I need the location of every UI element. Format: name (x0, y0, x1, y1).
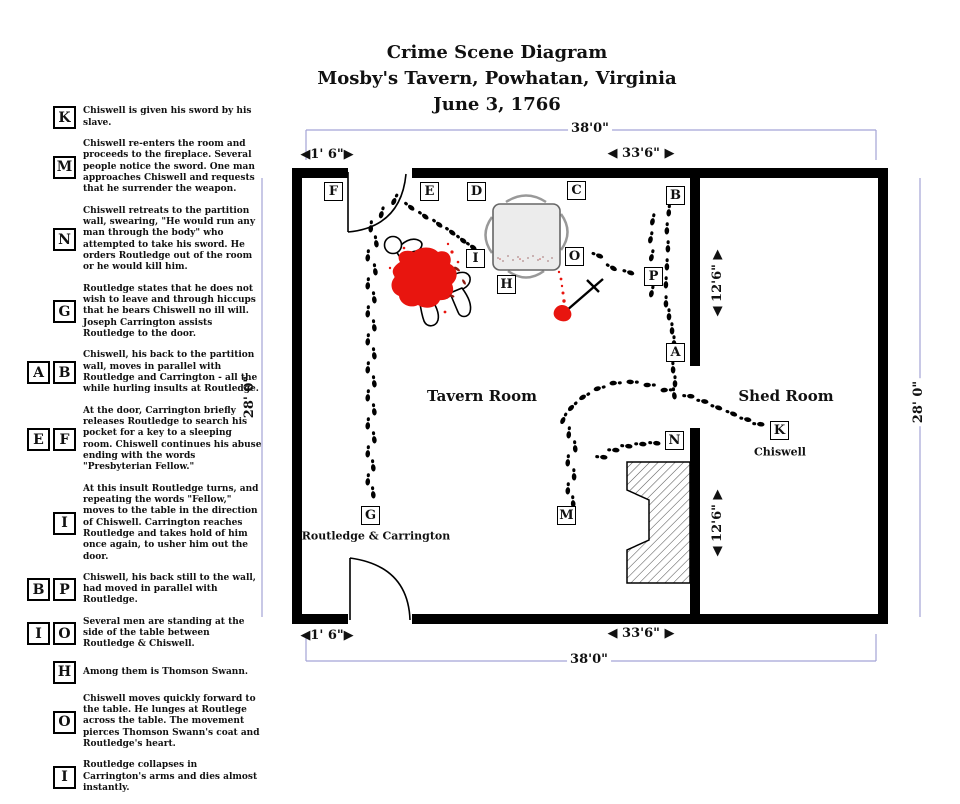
legend-marker-boxes (26, 156, 76, 179)
legend-entry-text: At this insult Routledge turns, and repeating the words "Fellow," moves to the table in the direction of Chiswell. Carrington reaches Routledge and takes hold of him once again, to usher him out the door. (83, 483, 259, 562)
partition-wall-upper (690, 178, 700, 366)
legend-marker-box-B: B (27, 578, 50, 601)
footprint-icon (559, 412, 568, 425)
footprint-icon (664, 222, 669, 235)
footprint-icon (567, 400, 579, 412)
legend-marker-boxes (26, 622, 76, 645)
diagram-marker-I: I (466, 249, 485, 268)
legend-marker-box-K: K (53, 106, 76, 129)
footprint-icon (572, 440, 578, 453)
dimension-bottom-width: 38'0" (567, 653, 611, 667)
diagram-marker-G: G (361, 506, 380, 525)
legend-entry-text: Chiswell, his back still to the wall, had moved in parallel with Routledge. (83, 572, 256, 606)
legend-row-G (26, 284, 262, 341)
chair-left (486, 217, 493, 253)
footprint-icon (682, 393, 695, 399)
legend-marker-box-M: M (53, 156, 76, 179)
legend-marker-box-A: A (27, 361, 50, 384)
footprint-icon (370, 459, 376, 472)
footprint-icon (670, 322, 675, 334)
bottom-door (350, 558, 410, 620)
footprint-icon (365, 445, 371, 458)
sword-blade (566, 279, 603, 311)
footprint-icon (648, 249, 655, 262)
legend-row-H (26, 661, 262, 684)
footprint-icon (634, 441, 646, 446)
footprint-icon (660, 387, 672, 392)
legend-marker-box-F: F (53, 428, 76, 451)
body-head (385, 237, 402, 254)
footprint-icon (455, 234, 468, 245)
diagram-caption: Routledge & Carrington (301, 529, 451, 543)
legend-marker-boxes (26, 106, 76, 129)
footprint-icon (378, 206, 386, 219)
dimension-bottom-offset: ◀1' 6"▶ (300, 627, 354, 643)
diagram-marker-B: B (666, 186, 685, 205)
legend-marker-box-I: I (27, 622, 50, 645)
footprint-icon (591, 251, 604, 260)
title-line-1: Crime Scene Diagram (386, 42, 608, 63)
footprint-icon (565, 482, 570, 495)
legend-marker-boxes (26, 578, 76, 601)
event-legend (26, 106, 262, 804)
legend-entry-text: Chiswell moves quickly forward to the table. He lunges at Routlege across the table. The movement pierces Thomson Swann's coat and Routledge's heart. (83, 693, 260, 750)
footprint-icon (607, 447, 619, 452)
footprint-icon (710, 403, 723, 411)
footprint-icon (565, 454, 571, 467)
legend-row-BP (26, 573, 262, 607)
legend-entry-text: Chiswell re-enters the room and proceeds to the fireplace. Several people notice the sword. One man approaches Chiswell and requests that he surrender the weapon. (83, 139, 255, 195)
legend-row-K (26, 106, 262, 129)
legend-marker-box-I: I (53, 766, 76, 789)
legend-entry-text: Chiswell retreats to the partition wall, swearing, "He would run any man through the body" who attempted to take his sword. He orders Routledge out of the room or he would kill him. (83, 205, 256, 273)
diagram-marker-C: C (567, 181, 586, 200)
diagram-title (317, 40, 676, 118)
legend-marker-box-P: P (53, 578, 76, 601)
diagram-marker-K: K (770, 421, 789, 440)
dimension-shed-upper: ◀ 12'6" ▶ (709, 249, 725, 317)
sword (554, 271, 603, 322)
legend-row-N (26, 206, 262, 274)
footprint-icon (665, 240, 670, 252)
legend-marker-boxes (26, 228, 76, 251)
diagram-caption: Chiswell (754, 445, 806, 459)
footprint-icon (670, 361, 675, 373)
dimension-top-width: 38'0" (568, 122, 612, 136)
legend-marker-box-G: G (53, 300, 76, 323)
title-line-3: June 3, 1766 (433, 94, 561, 115)
top-door (348, 172, 406, 232)
legend-entry-text: Chiswell, his back to the partition wall, moves in parallel with Routledge and Carrington - all the while hurling insults at Routledge. (83, 350, 259, 395)
blood-drip-trail (558, 271, 566, 303)
footprint-icon (648, 440, 661, 446)
footprint-icon (578, 391, 591, 401)
footprint-icon (664, 258, 669, 270)
footprint-icon (725, 409, 738, 418)
footprint-icon (365, 305, 371, 318)
legend-row-I (26, 484, 262, 563)
footprint-icon (371, 431, 377, 444)
dimension-right-height: 28' 0" (912, 378, 926, 426)
dimension-top-span: ◀ 33'6" ▶ (607, 145, 675, 161)
doors (348, 172, 410, 620)
legend-marker-boxes (26, 361, 76, 384)
footprint-icon (365, 361, 371, 374)
footprint-icon (667, 308, 672, 320)
table (493, 204, 560, 270)
partition-wall-lower (690, 428, 700, 614)
body-leg-lower (450, 288, 471, 317)
legend-marker-box-O: O (53, 622, 76, 645)
footprint-icon (648, 285, 655, 298)
legend-marker-boxes (26, 512, 76, 535)
dimension-top-offset: ◀1' 6"▶ (300, 146, 354, 162)
diagram-marker-H: H (497, 275, 516, 294)
legend-row-M (26, 139, 262, 196)
legend-marker-boxes (26, 711, 76, 734)
legend-entry-text: Chiswell is given his sword by his slave. (83, 106, 252, 128)
legend-entry-text: Routledge collapses in Carrington's arms and dies almost instantly. (83, 760, 258, 794)
legend-row-AB (26, 350, 262, 395)
footprint-icon (605, 262, 618, 272)
diagram-marker-O: O (565, 247, 584, 266)
legend-marker-box-I: I (53, 512, 76, 535)
legend-entry-text: Among them is Thomson Swann. (83, 666, 248, 677)
footprint-icon (609, 380, 621, 385)
footprint-icon (664, 295, 669, 307)
diagram-marker-P: P (644, 267, 663, 286)
diagram-marker-E: E (420, 182, 439, 201)
footprint-icon (571, 468, 576, 480)
legend-row-EF (26, 406, 262, 474)
footprint-icon (371, 291, 377, 304)
diagram-marker-F: F (324, 182, 343, 201)
footprint-icon (647, 231, 654, 244)
legend-marker-boxes (26, 428, 76, 451)
footprint-icon (444, 226, 457, 237)
footprint-icon (365, 333, 371, 346)
dimension-left-height: 28' 0" (241, 375, 257, 419)
footprint-icon (431, 218, 444, 229)
legend-row-I (26, 760, 262, 794)
dimension-bottom-span: ◀ 33'6" ▶ (607, 625, 675, 641)
footprint-icon (626, 379, 638, 384)
diagram-marker-M: M (557, 506, 576, 525)
footprint-icon (373, 235, 379, 248)
footprint-icon (752, 421, 765, 427)
table-and-chairs (486, 196, 568, 278)
footprint-icon (371, 347, 377, 360)
footprint-icon (371, 403, 377, 416)
footprint-icon (365, 473, 371, 486)
legend-marker-box-E: E (27, 428, 50, 451)
legend-marker-boxes (26, 300, 76, 323)
footprint-icon (663, 276, 668, 288)
legend-marker-box-H: H (53, 661, 76, 684)
legend-marker-box-N: N (53, 228, 76, 251)
footprint-icon (372, 263, 378, 276)
title-line-2: Mosby's Tavern, Powhatan, Virginia (317, 68, 677, 89)
legend-marker-box-O: O (53, 711, 76, 734)
footprint-icon (371, 319, 377, 332)
shed-room-label: Shed Room (738, 387, 834, 405)
chair-top (506, 196, 546, 203)
footprint-icon (644, 383, 656, 388)
footprint-icon (595, 454, 608, 460)
footprint-icon (371, 375, 377, 388)
footprint-icon (365, 417, 371, 430)
footprint-icon (739, 415, 752, 422)
footprint-icon (417, 210, 430, 221)
footprint-icon (649, 213, 656, 226)
footprint-icon (593, 384, 606, 392)
diagram-marker-N: N (665, 431, 684, 450)
legend-entry-text: At the door, Carrington briefly releases Routledge to search his pocket for a key to a sleeping room. Chiswell continues his abuse ending with the words "Presbyterian Fellow." (83, 405, 262, 473)
chair-right (561, 214, 568, 250)
footprint-icon (666, 204, 672, 217)
fireplace (627, 462, 690, 583)
footprint-icon (403, 201, 416, 212)
legend-marker-boxes (26, 766, 76, 789)
footprint-icon (370, 486, 376, 499)
diagram-marker-D: D (467, 182, 486, 201)
footprint-icon (696, 398, 709, 405)
legend-entry-text: Several men are standing at the side of the table between Routledge & Chiswell. (83, 616, 245, 650)
dimension-shed-lower: ◀ 12'6" ▶ (709, 489, 725, 557)
legend-marker-box-B: B (53, 361, 76, 384)
legend-marker-boxes (26, 661, 76, 684)
footprint-icon (673, 375, 678, 387)
footprint-icon (365, 389, 371, 402)
footprint-icon (620, 443, 633, 449)
footprint-icon (365, 249, 371, 262)
footprint-icon (365, 277, 371, 290)
legend-row-IO (26, 617, 262, 651)
tavern-room-label: Tavern Room (426, 387, 538, 405)
footprint-icon (622, 268, 635, 276)
legend-entry-text: Routledge states that he does not wish to leave and through hiccups that he bears Chiswell no ill will. Joseph Carrington assists Routledge to the door. (83, 283, 256, 339)
footprint-icon (566, 426, 572, 439)
diagram-marker-A: A (666, 343, 685, 362)
